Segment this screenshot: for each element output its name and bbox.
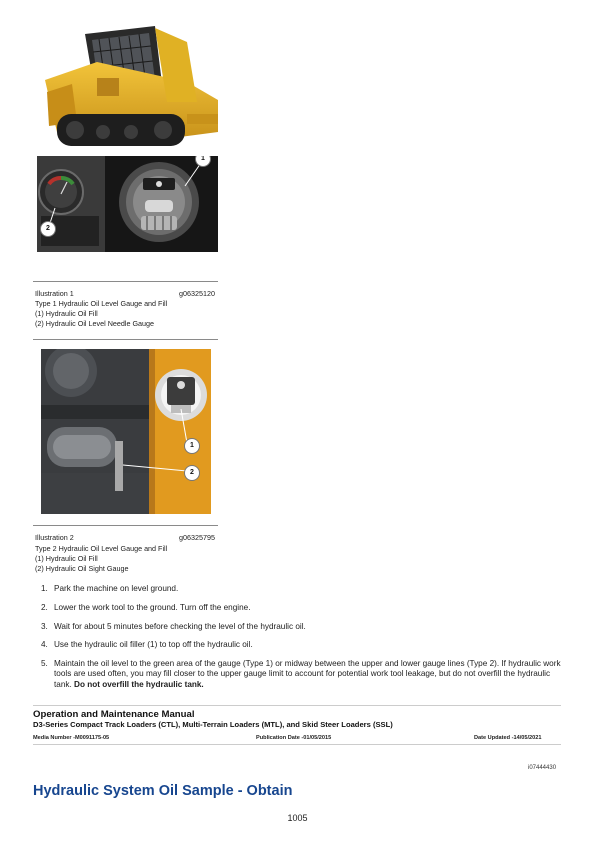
section-heading: Hydraulic System Oil Sample - Obtain [33,783,293,799]
date-updated: Date Updated -14/05/2021 [474,735,542,741]
step-text: Maintain the oil level to the green area of the gauge (Type 1) or midway between the upper and lower gauge lines (Type 2). If hydraulic work tools are used often, you may fill closer to the upper gauge limit to account for potential work tool leakage, but do not overfill the hydraulic tank. [54,659,561,689]
step-number: 1. [41,584,48,593]
illustration1-rule [33,281,218,282]
illustration1-code: g06325120 [179,289,215,298]
callout-1: 1 [184,438,200,454]
illustration2-item-2: (2) Hydraulic Oil Sight Gauge [35,564,129,573]
manual-subtitle: D3-Series Compact Track Loaders (CTL), Multi-Terrain Loaders (MTL), and Skid Steer Loaders (SSL) [33,720,393,729]
step-text: Use the hydraulic oil filler (1) to top off the hydraulic oil. [54,640,253,650]
footer-rule-bottom [33,744,561,745]
step-number: 2. [41,602,48,612]
callout-2: 2 [184,465,200,481]
illustration2-title: Type 2 Hydraulic Oil Level Gauge and Fill [35,544,168,553]
illustration1-rule-bottom [33,339,218,340]
procedure-steps [38,584,562,698]
manual-title: Operation and Maintenance Manual [33,709,195,720]
step-item [38,622,562,632]
footer-rule [33,705,561,706]
illustration1-item-2: (2) Hydraulic Oil Level Needle Gauge [35,319,155,328]
page-number: 1005 [287,813,308,823]
illustration1-gauge-photo [37,156,218,252]
media-number: Media Number -M0091175-05 [33,735,110,741]
illustration1-machine-photo [37,22,218,156]
step-item [38,584,562,594]
illustration2-item-1: (1) Hydraulic Oil Fill [35,554,98,563]
illustration2-code: g06325795 [179,533,215,542]
step-warning: Do not overfill the hydraulic tank. [74,679,204,689]
step-item [38,603,562,613]
step-item [38,640,562,650]
step-text: Lower the work tool to the ground. Turn off the engine. [54,602,251,612]
illustration1-item-1: (1) Hydraulic Oil Fill [35,309,98,318]
illustration2-label: Illustration 2 [35,533,74,542]
illustration1-title: Type 1 Hydraulic Oil Level Gauge and Fill [35,299,168,308]
illustration2-photo [41,349,211,514]
illustration2-rule [33,525,218,526]
step-text: Wait for about 5 minutes before checking the level of the hydraulic oil. [54,621,306,631]
step-number: 5. [41,659,48,669]
callout-1: 1 [195,156,211,167]
step-text: Park the machine on level ground. [54,584,179,593]
step-number: 4. [41,640,48,650]
step-item [38,659,562,690]
step-number: 3. [41,621,48,631]
publication-date: Publication Date -01/05/2015 [256,735,332,741]
callout-2: 2 [40,221,56,237]
illustration1-label: Illustration 1 [35,289,74,298]
document-id: i07444430 [528,765,557,771]
